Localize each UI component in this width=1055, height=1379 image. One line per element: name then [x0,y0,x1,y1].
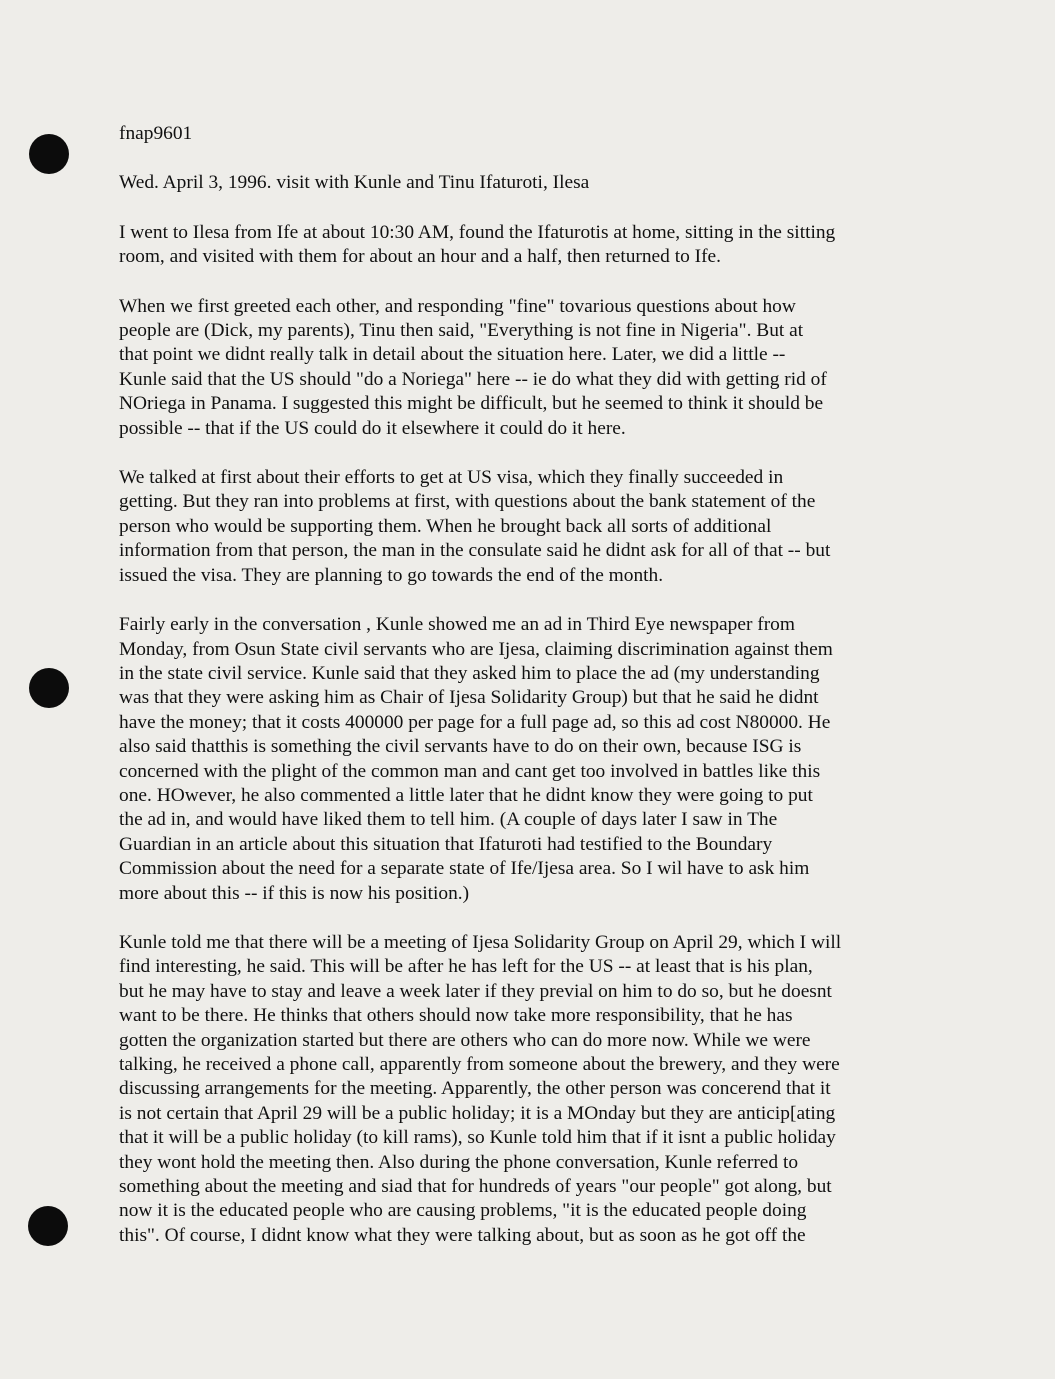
text-line: person who would be supporting them. When he brought back all sorts of additional [119,515,772,537]
text-line: that point we didnt really talk in detail about the situation here. Later, we did a little -- [119,344,786,366]
punch-hole-bottom [28,1206,68,1246]
text-line: gotten the organization started but there are others who can do more now. While we were [119,1029,811,1051]
document-heading: Wed. April 3, 1996. visit with Kunle and Tinu Ifaturoti, Ilesa [119,172,590,194]
text-line: now it is the educated people who are causing problems, "it is the educated people doing [119,1200,807,1222]
text-line: one. HOwever, he also commented a little later that he didnt know they were going to put [119,784,813,806]
document-body [119,122,939,1273]
text-line: people are (Dick, my parents), Tinu then said, "Everything is not fine in Nigeria". But at [119,320,804,342]
text-line: information from that person, the man in the consulate said he didnt ask for all of that -- but [119,540,831,562]
paragraph [119,613,939,906]
text-line: more about this -- if this is now his position.) [119,882,470,904]
text-line: also said thatthis is something the civil servants have to do on their own, because ISG is [119,736,802,758]
text-line: want to be there. He thinks that others should now take more responsibility, that he has [119,1005,793,1027]
text-line: concerned with the plight of the common man and cant get too involved in battles like this [119,760,821,782]
text-line: Kunle said that the US should "do a Noriega" here -- ie do what they did with getting rid of [119,368,827,390]
text-line: was that they were asking him as Chair of Ijesa Solidarity Group) but that he said he didnt [119,687,819,709]
text-line: this". Of course, I didnt know what they were talking about, but as soon as he got off the [119,1224,806,1246]
text-line: they wont hold the meeting then. Also during the phone conversation, Kunle referred to [119,1151,799,1173]
paragraph [119,295,939,441]
text-line: We talked at first about their efforts to get at US visa, which they finally succeeded in [119,467,784,489]
text-line: room, and visited with them for about an hour and a half, then returned to Ife. [119,246,722,268]
text-line: discussing arrangements for the meeting. Apparently, the other person was concerend that it [119,1078,831,1100]
paragraph [119,466,939,588]
text-line: find interesting, he said. This will be after he has left for the US -- at least that is his plan, [119,956,813,978]
text-line: talking, he received a phone call, apparently from someone about the brewery, and they were [119,1054,840,1075]
text-line: getting. But they ran into problems at first, with questions about the bank statement of the [119,491,816,513]
text-line: issued the visa. They are planning to go towards the end of the month. [119,564,664,586]
text-line: that it will be a public holiday (to kill rams), so Kunle told him that if it isnt a public holiday [119,1127,836,1149]
text-line: Guardian in an article about this situation that Ifaturoti had testified to the Boundary [119,833,773,855]
document-id: fnap9601 [119,123,193,144]
text-line: Fairly early in the conversation , Kunle showed me an ad in Third Eye newspaper from [119,614,795,636]
text-line: NOriega in Panama. I suggested this might be difficult, but he seemed to think it should be [119,393,824,415]
text-line: in the state civil service. Kunle said that they asked him to place the ad (my understanding [119,662,820,684]
text-line: I went to Ilesa from Ife at about 10:30 AM, found the Ifaturotis at home, sitting in the sitting [119,221,836,243]
text-line: have the money; that it costs 400000 per page for a full page ad, so this ad cost N80000. He [119,711,831,733]
text-line: Commission about the need for a separate state of Ife/Ijesa area. So I wil have to ask him [119,858,810,880]
text-line: Kunle told me that there will be a meeting of Ijesa Solidarity Group on April 29, which I will [119,931,842,953]
paragraph [119,931,939,1248]
text-line: is not certain that April 29 will be a public holiday; it is a MOnday but they are anticip[ating [119,1102,836,1124]
punch-hole-top [29,134,69,174]
text-line: but he may have to stay and leave a week later if they previal on him to do so, but he doesnt [119,980,832,1002]
text-line: possible -- that if the US could do it elsewhere it could do it here. [119,417,626,439]
text-line: Monday, from Osun State civil servants who are Ijesa, claiming discrimination against them [119,638,833,660]
text-line: When we first greeted each other, and responding "fine" tovarious questions about how [119,295,796,317]
text-line: the ad in, and would have liked them to tell him. (A couple of days later I saw in The [119,809,778,831]
paragraphs [119,221,939,1248]
text-line: something about the meeting and siad that for hundreds of years "our people" got along, but [119,1176,832,1198]
paragraph [119,221,939,270]
punch-hole-middle [29,668,69,708]
